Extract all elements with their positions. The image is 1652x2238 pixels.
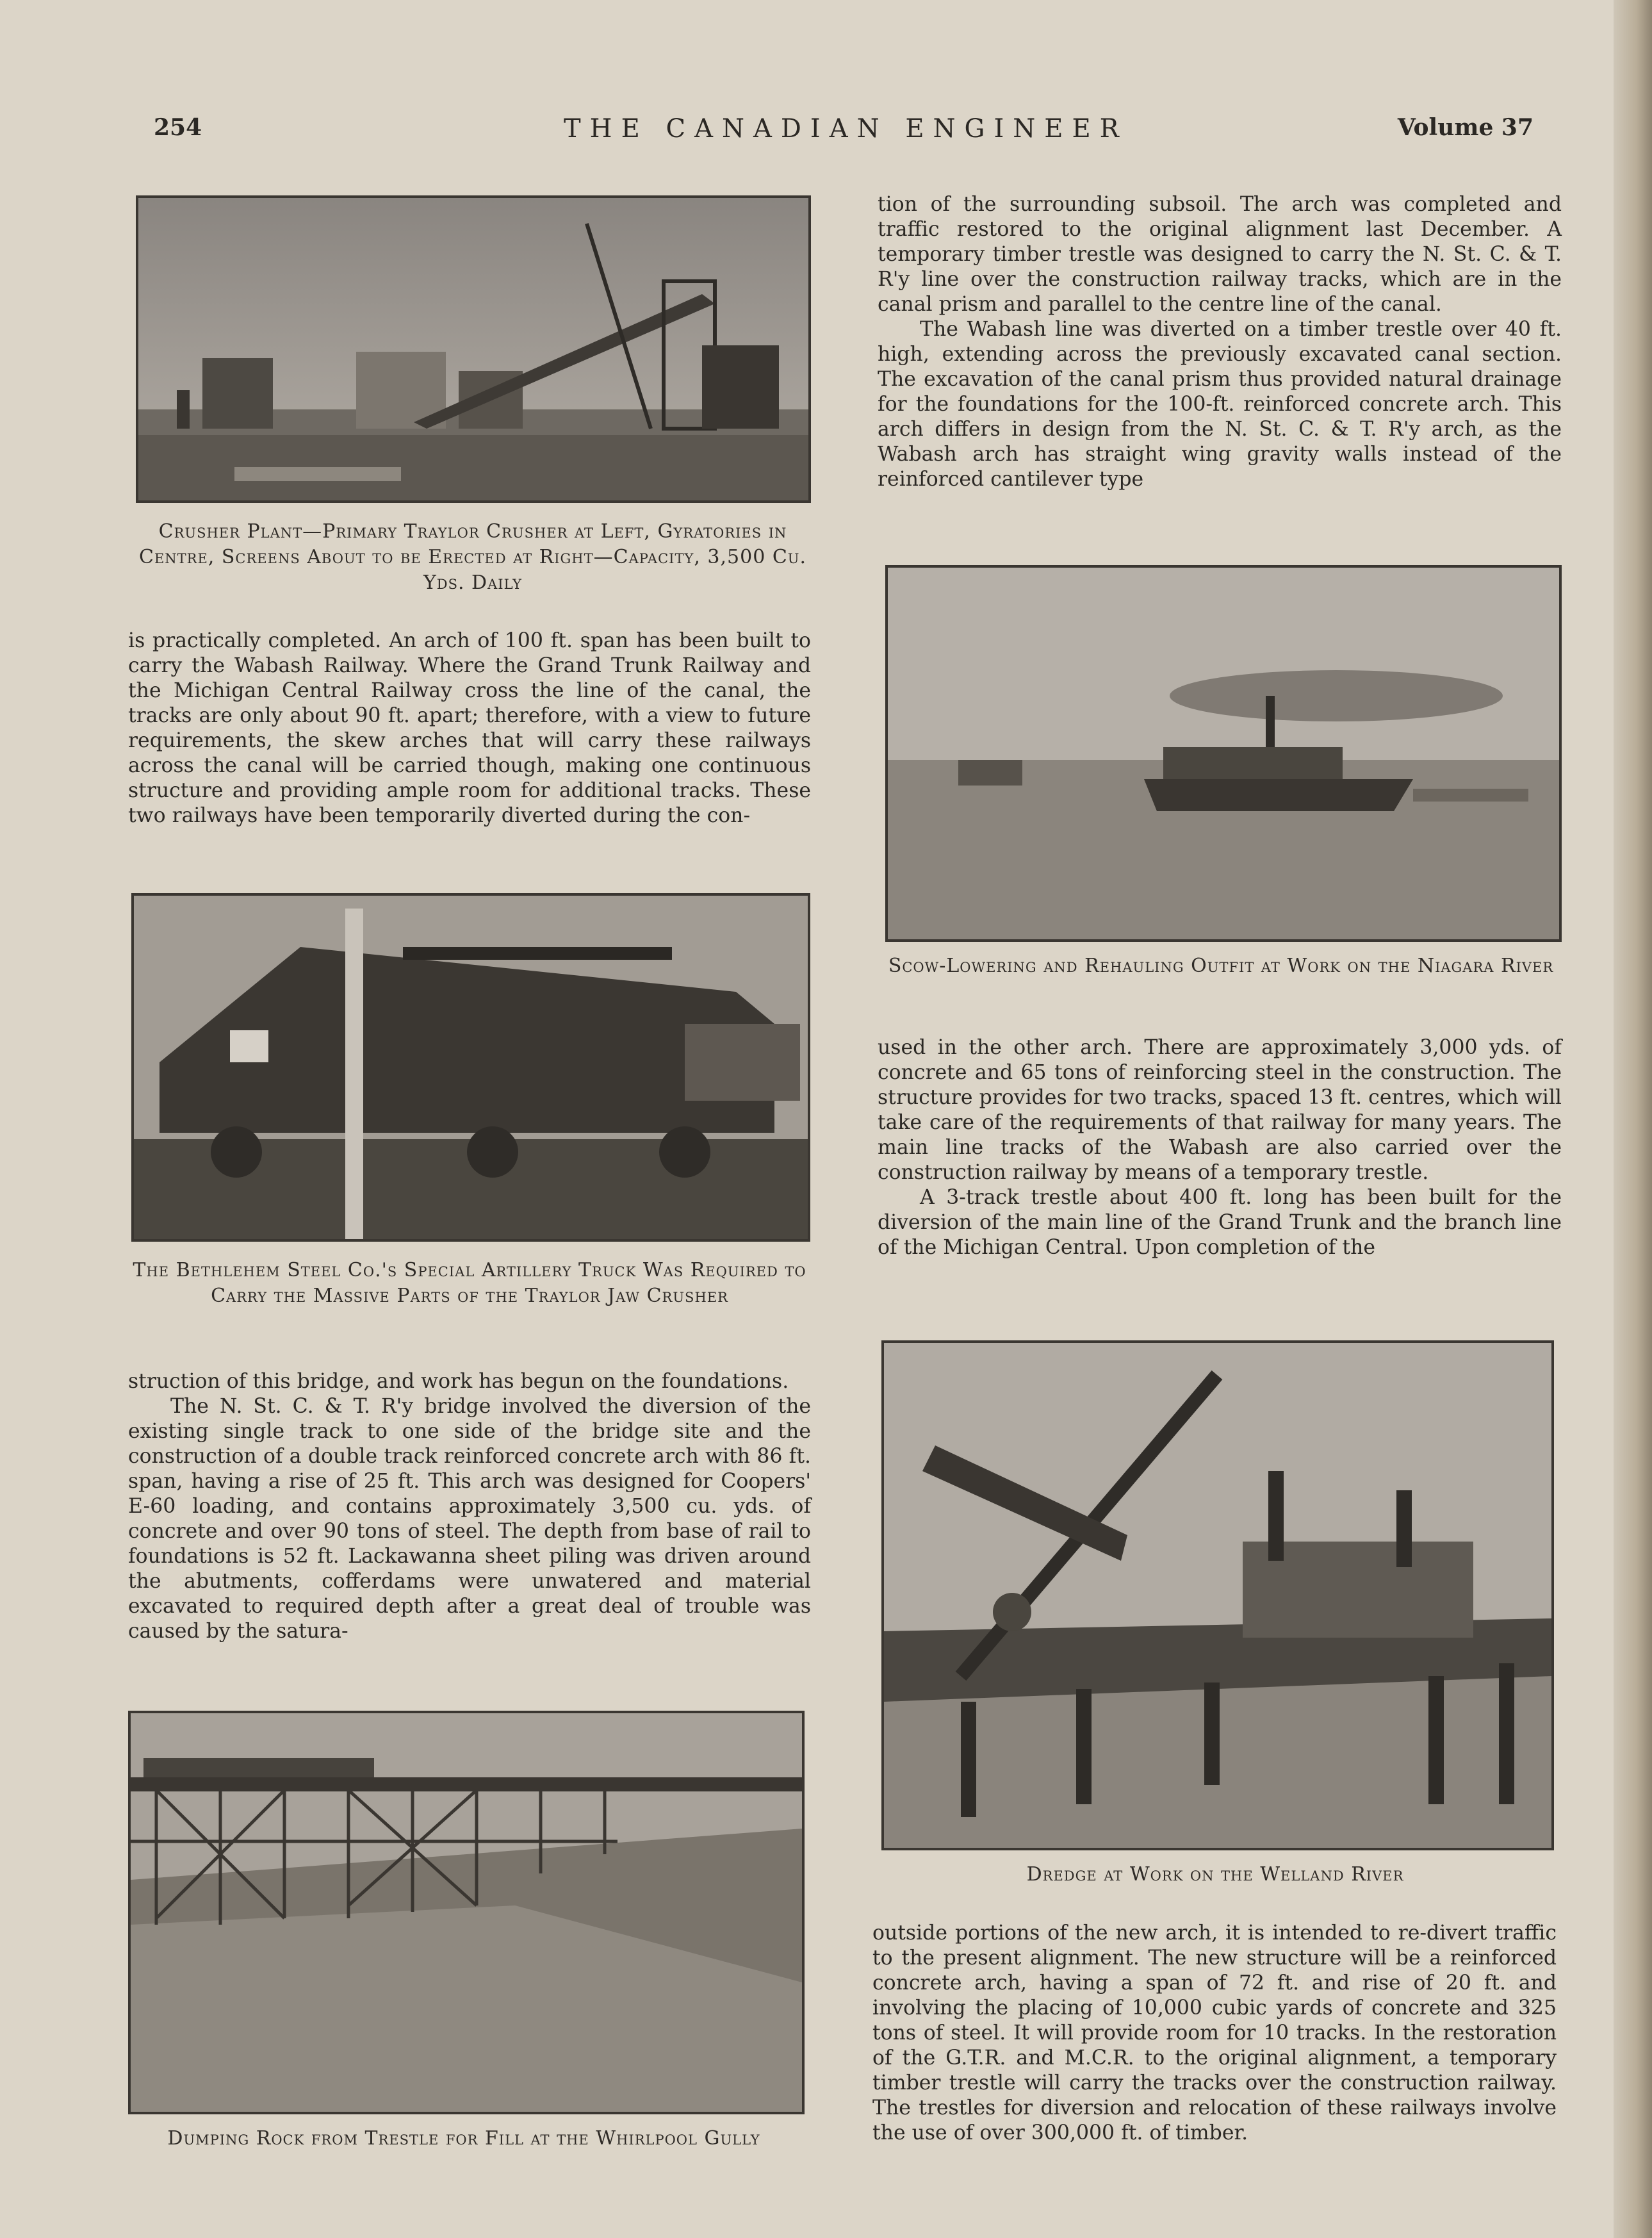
page-edge-shadow: [1614, 0, 1652, 2238]
left-column-text-2: [128, 1369, 811, 1670]
left-column-text-1: [128, 629, 811, 853]
left-paragraph-3: The N. St. C. & T. R'y bridge involved the diversion of the existing single track to one side of the bridge site and the construction of a double track reinforced concrete arch with 86 ft. span, having a rise of 25 ft. This arch was designed for Coopers' E-60 loading, and contains approximately 3,500 cu. yds. of concrete and over 90 tons of steel. The depth from base of rail to foundations is 52 ft. Lackawanna sheet piling was driven around the abutments, cofferdams were unwatered and material excavated to required depth after a great deal of trouble was caused by the satura-: [128, 1395, 811, 1643]
right-paragraph-2: The Wabash line was diverted on a timber trestle over 40 ft. high, extending across the previously excavated canal section. The excavation of the canal prism thus provided natural drainage for the foundations for the 100-ft. reinforced concrete arch. This arch differs in design from the N. St. C. & T. R'y arch, as the Wabash arch has straight wing gravity walls instead of the reinforced cantilever type: [878, 318, 1562, 491]
dredge-photo: [881, 1340, 1554, 1850]
right-paragraph-1: tion of the surrounding subsoil. The arch was completed and traffic restored to the original alignment last December. A temporary timber trestle was designed to carry the N. St. C. & T. R'y line over the construction railway tracks, which are in the canal prism and parallel to the centre line of the canal.: [878, 193, 1562, 316]
crusher-plant-caption: Crusher Plant—Primary Traylor Crusher at Left, Gyratories in Centre, Screens About to be Erected at Right—Capacity, 3,500 Cu. Yds. Daily: [138, 520, 807, 594]
whirlpool-trestle-caption: Dumping Rock from Trestle for Fill at the Whirlpool Gully: [167, 2127, 760, 2150]
right-paragraph-4: A 3-track trestle about 400 ft. long has been built for the diversion of the main line of the Grand Trunk and the branch line of the Michigan Central. Upon completion of the: [878, 1186, 1562, 1259]
right-column-text-2: [878, 1035, 1562, 1304]
journal-title: THE CANADIAN ENGINEER: [564, 114, 1128, 144]
volume-label: Volume 37: [1397, 114, 1533, 141]
right-column-text-3: [872, 1921, 1557, 2177]
whirlpool-trestle-photo: [128, 1711, 805, 2114]
left-paragraph-2: struction of this bridge, and work has begun on the foundations.: [128, 1370, 789, 1393]
artillery-truck-photo: [131, 893, 810, 1242]
crusher-plant-photo: [136, 195, 811, 503]
scow-outfit-photo: [885, 565, 1562, 942]
left-paragraph-1: is practically completed. An arch of 100 ft. span has been built to carry the Wabash Railway. Where the Grand Trunk Railway and the Michigan Central Railway cross the line of the canal, the tracks are only about 90 ft. apart; therefore, with a view to future requirements, the skew arches that will carry these railways across the canal will be carried though, making one continuous structure and providing ample room for additional tracks. These two railways have been temporarily diverted during the con-: [128, 629, 811, 827]
page-number: 254: [154, 114, 202, 141]
right-column-text-1: [878, 192, 1562, 525]
dredge-caption: Dredge at Work on the Welland River: [1026, 1863, 1404, 1886]
scow-outfit-caption: Scow-Lowering and Rehauling Outfit at Work on the Niagara River: [888, 955, 1554, 977]
right-paragraph-5: outside portions of the new arch, it is intended to re-divert traffic to the present alignment. The new structure will be a reinforced concrete arch, having a span of 72 ft. and rise of 20 ft. and involving the placing of 10,000 cubic yards of concrete and 325 tons of steel. It will provide room for 10 tracks. In the restoration of the G.T.R. and M.C.R. to the original alignment, a temporary timber trestle will carry the tracks over the construction railway. The trestles for diversion and relocation of these railways involve the use of over 300,000 ft. of timber.: [872, 1921, 1557, 2144]
right-paragraph-3: used in the other arch. There are approximately 3,000 yds. of concrete and 65 tons of reinforcing steel in the construction. The structure provides for two tracks, spaced 13 ft. centres, which will take care of the requirements of that railway for many years. The main line tracks of the Wabash are also carried over the construction railway by means of a temporary trestle.: [878, 1036, 1562, 1184]
artillery-truck-caption: The Bethlehem Steel Co.'s Special Artillery Truck Was Required to Carry the Massive Parts of the Traylor Jaw Crusher: [133, 1259, 806, 1307]
